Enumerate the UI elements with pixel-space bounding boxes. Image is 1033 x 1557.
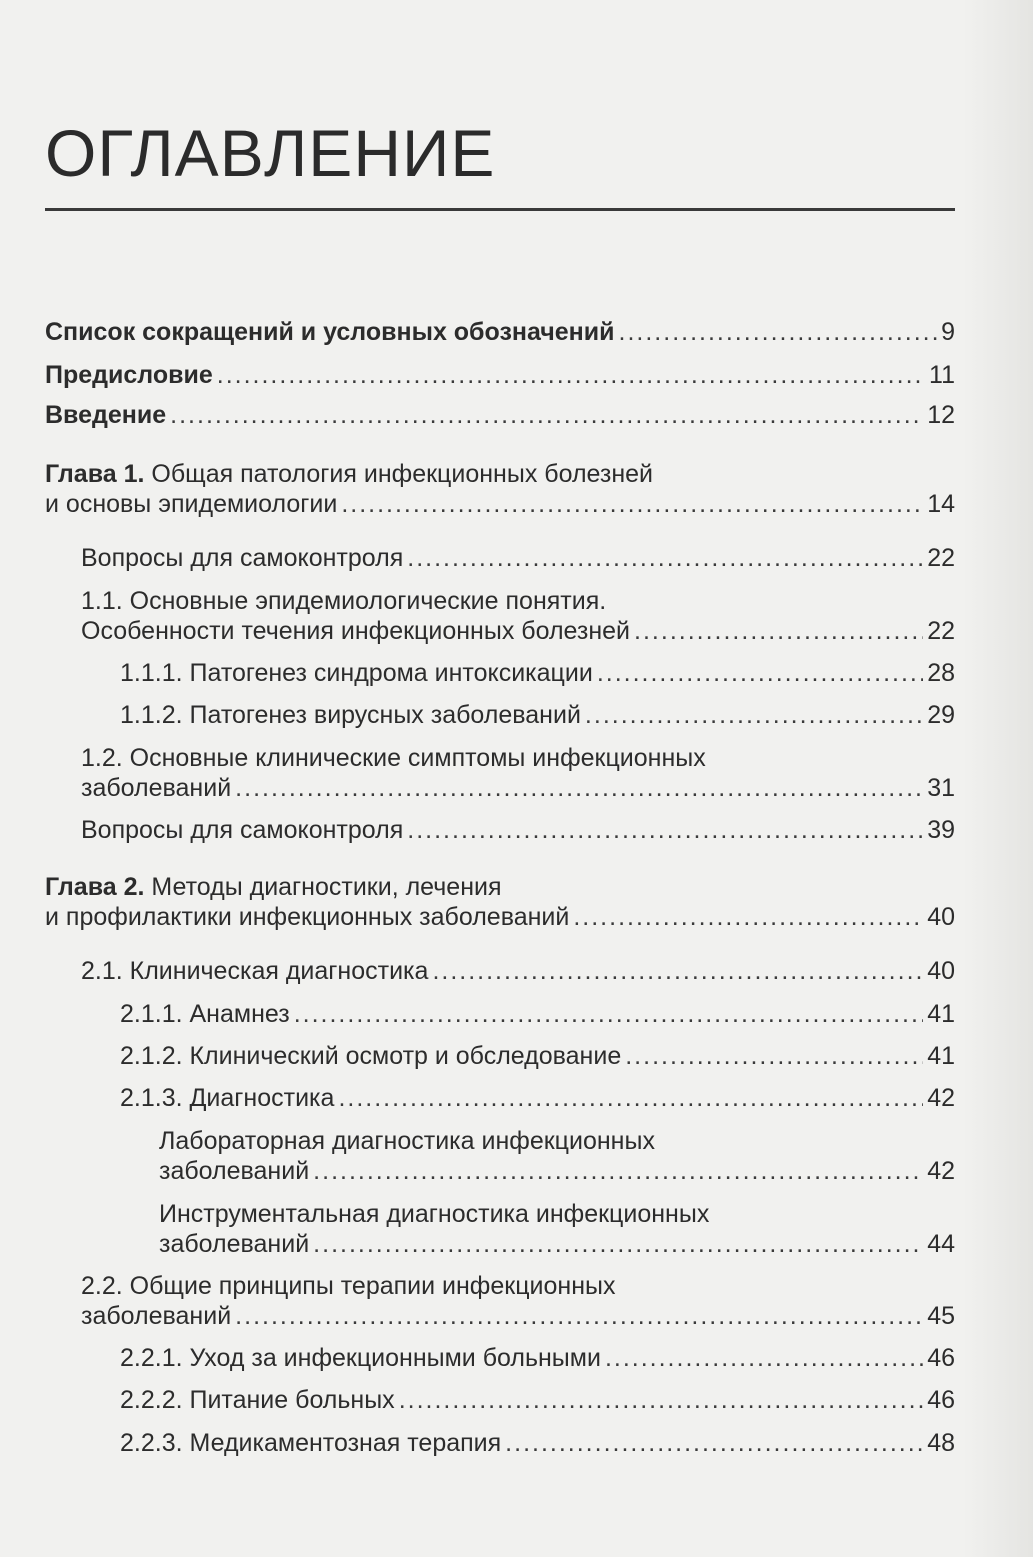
toc-entry-section-2-2-1 [45,1343,955,1373]
toc-entry-label: Предисловие [45,361,213,389]
dot-leader [313,1156,923,1186]
toc-page-number: 22 [927,544,955,572]
toc-entry-label: Введение [45,401,167,429]
toc-page-number: 42 [927,1084,955,1112]
toc-entry-label: 1.1.2. Патогенез вирусных заболеваний [120,701,581,729]
dot-leader [399,1385,924,1415]
toc-page-number: 46 [927,1386,955,1414]
toc-page-number: 46 [927,1344,955,1372]
toc-entry-label: Методы диагностики, лечения [144,873,502,901]
toc-entry-section-2-1-1 [45,999,955,1029]
toc-page-number: 41 [927,1000,955,1028]
toc-entry-section-2-1-2 [45,1041,955,1071]
dot-leader [505,1428,923,1458]
dot-leader [407,543,923,573]
toc-entry-label: 2.1.1. Анамнез [120,1000,290,1028]
toc-entry-section-1-2 [45,743,955,803]
toc-entry-section-1-1-1 [45,658,955,688]
toc-page-number: 28 [927,659,955,687]
toc-page-number: 9 [941,318,955,346]
toc-entry-section-2-1 [45,956,955,986]
toc-entry-label-continued: заболеваний [81,774,232,802]
toc-entry-abbreviations [45,317,955,347]
toc-page-number: 31 [927,774,955,802]
dot-leader [634,616,923,646]
toc-entry-self-check-1 [45,543,955,573]
dot-leader [432,956,923,986]
toc-entry-lab-diagnostics [45,1126,955,1186]
toc-entry-section-2-2 [45,1271,955,1331]
toc-entry-section-1-1-2 [45,700,955,730]
toc-page-number: 22 [927,617,955,645]
toc-page-number: 39 [927,816,955,844]
toc-entry-label-continued: заболеваний [159,1230,310,1258]
toc-entry-label-continued: и профилактики инфекционных заболеваний [45,903,570,931]
toc-entry-chapter-2 [45,872,955,932]
toc-entry-label: Список сокращений и условных обозначений [45,318,615,346]
dot-leader [338,1083,923,1113]
toc-entry-self-check-2 [45,815,955,845]
toc-page-number: 45 [927,1302,955,1330]
dot-leader [597,658,923,688]
toc-entry-label: 2.1.2. Клинический осмотр и обследование [120,1042,622,1070]
toc-page-number: 12 [927,401,955,429]
toc-entry-label: 1.2. Основные клинические симптомы инфекционных [81,744,706,772]
dot-leader [341,489,923,519]
toc-entry-label: Общая патология инфекционных болезней [144,460,654,488]
toc-entry-label-continued: заболеваний [159,1157,310,1185]
toc-entry-section-2-2-3 [45,1428,955,1458]
toc-page-number: 44 [927,1230,955,1258]
toc-entry-label: Инструментальная диагностика инфекционных [159,1200,710,1228]
toc-entry-section-2-2-2 [45,1385,955,1415]
toc-entry-preface [45,360,955,390]
toc-page-number: 40 [927,957,955,985]
dot-leader [294,999,923,1029]
toc-entry-label-continued: заболеваний [81,1302,232,1330]
toc-entry-label: Вопросы для самоконтроля [81,816,404,844]
dot-leader [605,1343,923,1373]
toc-entry-label: 1.1.1. Патогенез синдрома интоксикации [120,659,593,687]
toc-page-number: 14 [927,490,955,518]
chapter-number: Глава 1. [45,460,145,488]
toc-entry-label: 2.2.2. Питание больных [120,1386,395,1414]
toc-entry-label: Лабораторная диагностика инфекционных [159,1127,655,1155]
page-title: ОГЛАВЛЕНИЕ [45,116,496,190]
dot-leader [407,815,923,845]
page-spine-shadow [963,0,1033,1557]
toc-entry-introduction [45,400,955,430]
toc-page-number: 11 [929,361,955,389]
toc-entry-label: 2.1.3. Диагностика [120,1084,335,1112]
chapter-number: Глава 2. [45,873,145,901]
toc-entry-section-1-1 [45,586,955,646]
dot-leader [573,902,923,932]
toc-entry-label: 2.1. Клиническая диагностика [81,957,429,985]
toc-page-number: 48 [927,1429,955,1457]
toc-page-number: 42 [927,1157,955,1185]
toc-entry-chapter-1 [45,459,955,519]
toc-page-number: 40 [927,903,955,931]
toc-page-number: 29 [927,701,955,729]
toc-entry-label: Вопросы для самоконтроля [81,544,404,572]
dot-leader [235,773,923,803]
dot-leader [235,1301,923,1331]
toc-entry-label: 2.2. Общие принципы терапии инфекционных [81,1272,616,1300]
dot-leader [619,317,938,347]
toc-entry-instrumental-diagnostics [45,1199,955,1259]
toc-entry-label: 2.2.3. Медикаментозная терапия [120,1429,502,1457]
dot-leader [217,360,925,390]
toc-entry-label: 1.1. Основные эпидемиологические понятия. [81,587,607,615]
dot-leader [170,400,923,430]
toc-entry-label: 2.2.1. Уход за инфекционными больными [120,1344,601,1372]
title-underline [45,208,955,211]
dot-leader [625,1041,923,1071]
toc-entry-label-continued: и основы эпидемиологии [45,490,338,518]
toc-entry-label-continued: Особенности течения инфекционных болезней [81,617,631,645]
toc-entry-section-2-1-3 [45,1083,955,1113]
toc-page-number: 41 [927,1042,955,1070]
dot-leader [585,700,923,730]
dot-leader [313,1229,923,1259]
